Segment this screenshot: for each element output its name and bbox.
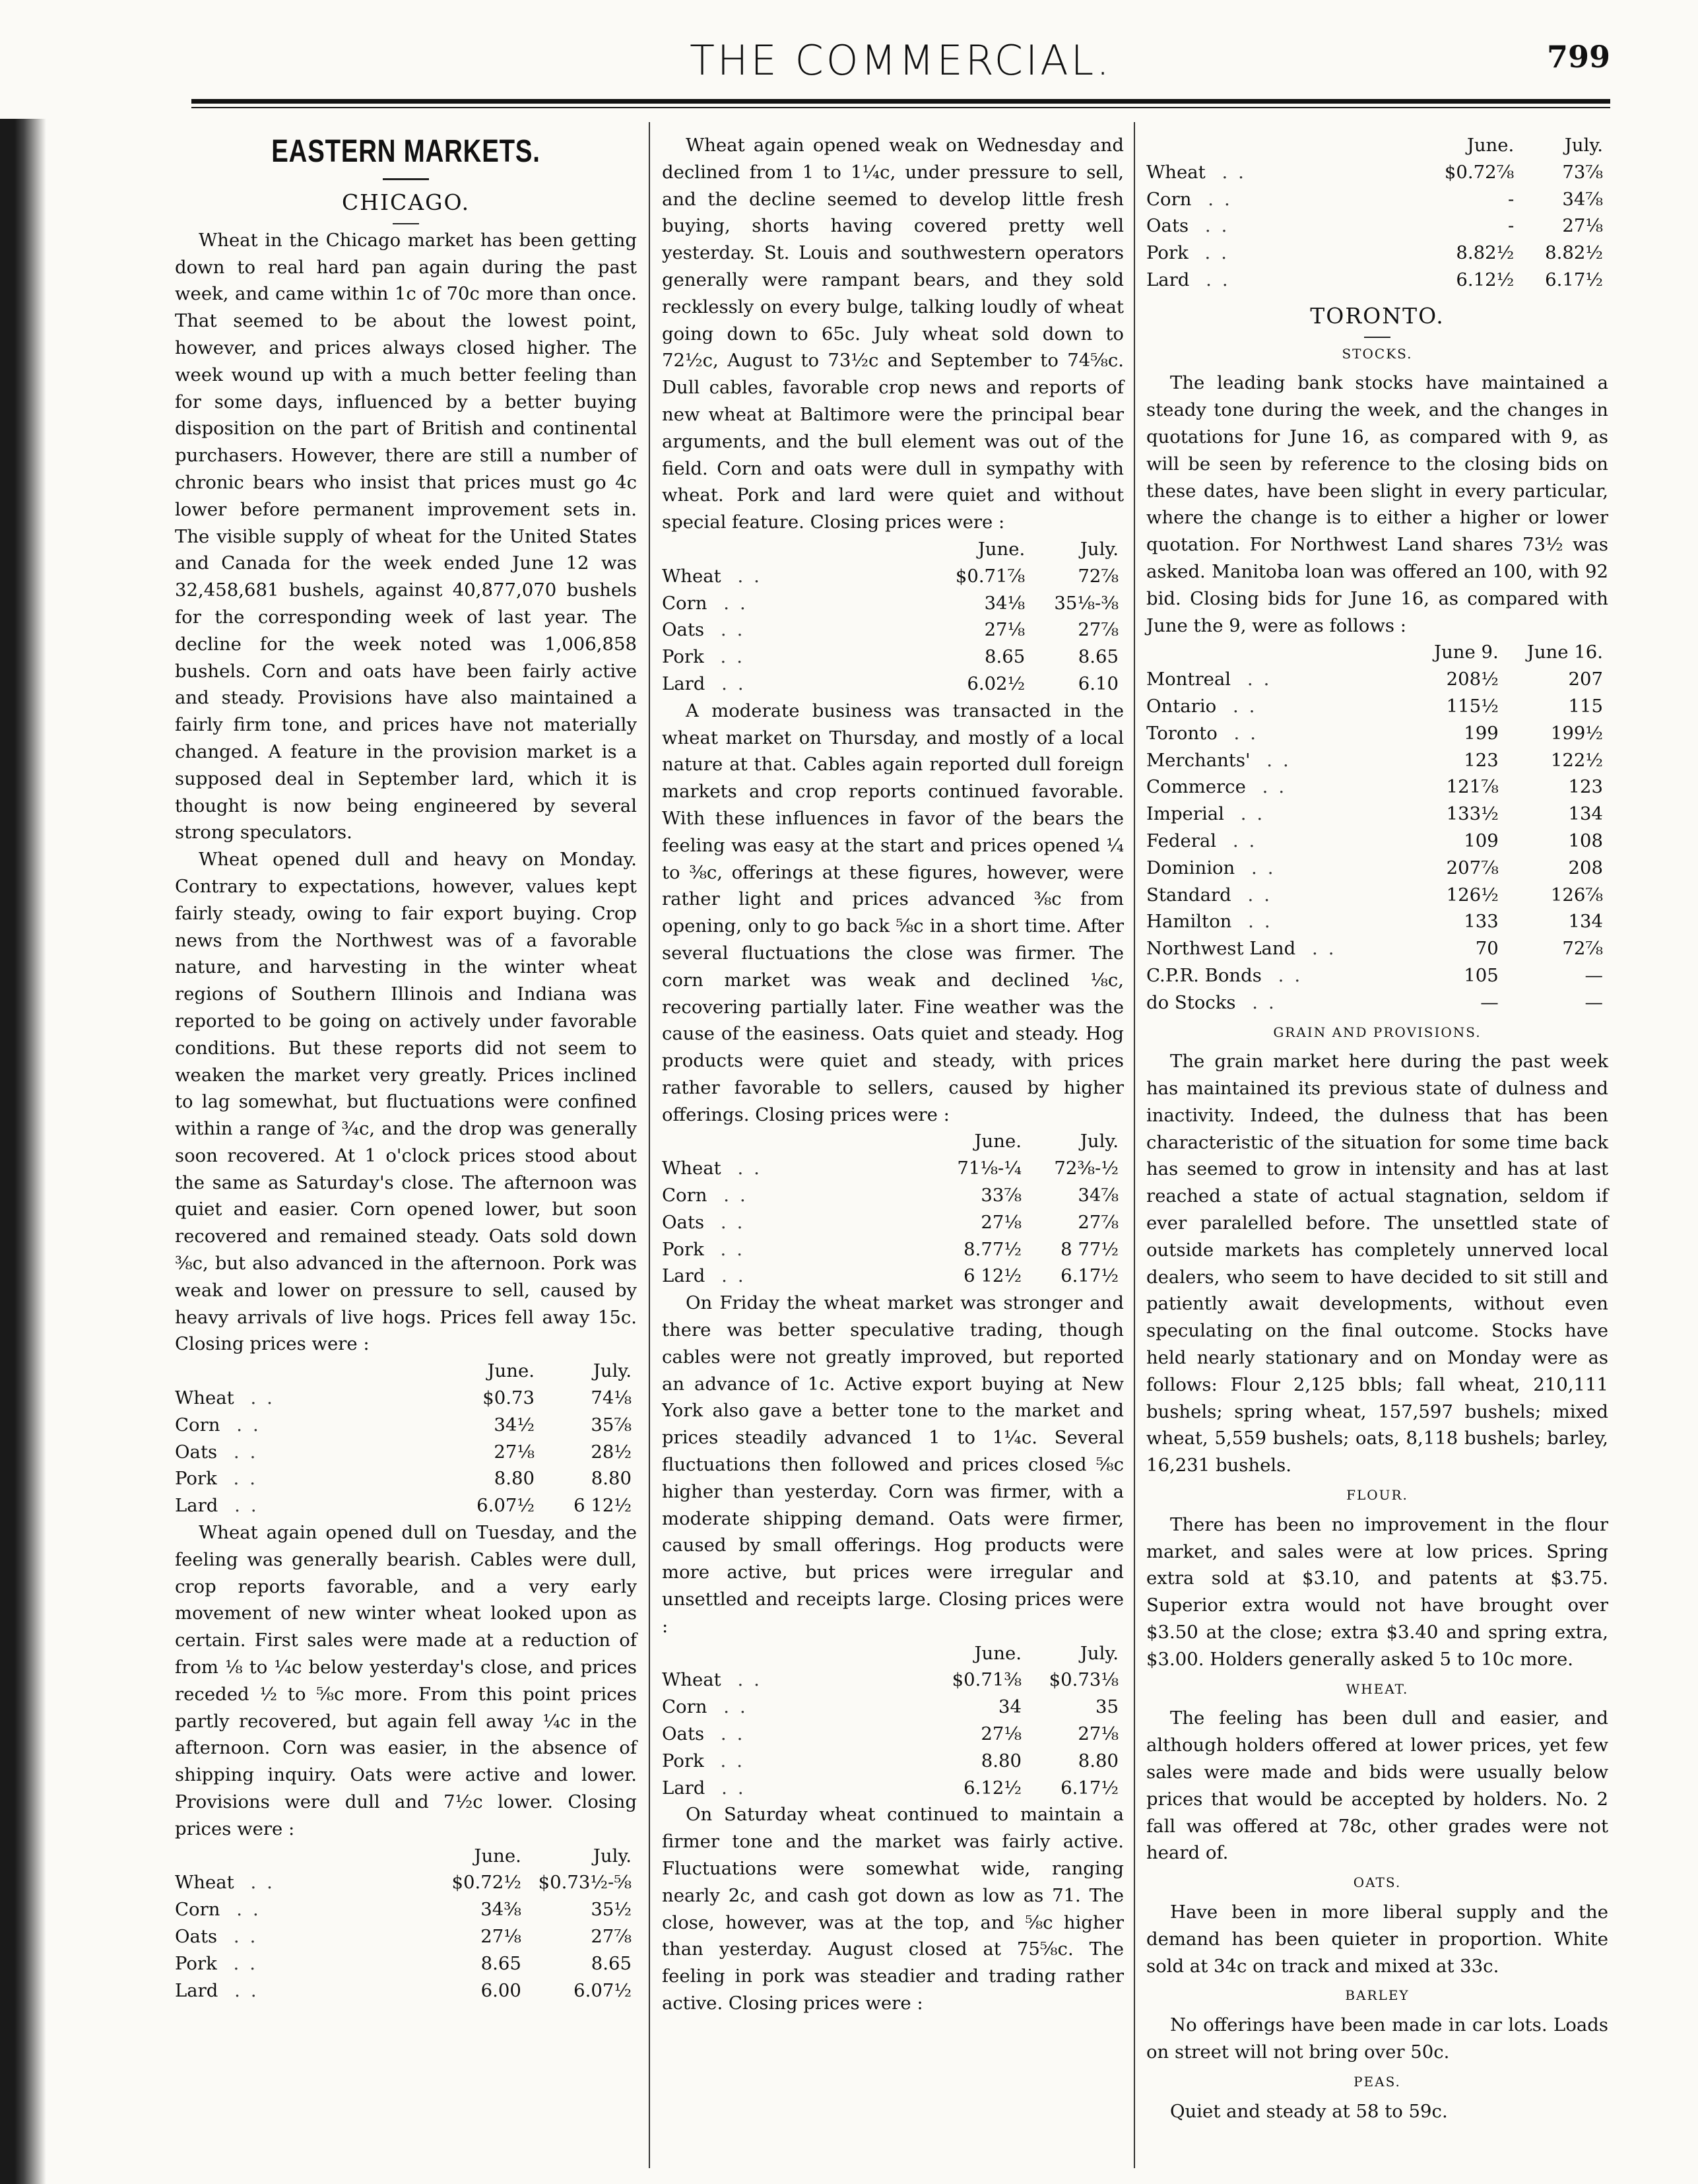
price-cell: 8.82½ bbox=[1545, 242, 1603, 264]
leader-dots: .. bbox=[216, 1468, 266, 1490]
table-row bbox=[662, 1182, 1124, 1209]
newspaper-title: THE COMMERCIAL. bbox=[690, 36, 1112, 84]
row-label: do Stocks bbox=[1146, 991, 1236, 1013]
row-label: Standard bbox=[1146, 884, 1231, 906]
price-cell: - bbox=[1507, 215, 1515, 237]
table-row bbox=[662, 563, 1124, 590]
price-cell: 70 bbox=[1475, 938, 1499, 960]
table-row bbox=[1146, 908, 1608, 935]
row-label: Dominion bbox=[1146, 857, 1235, 878]
table-row bbox=[662, 1694, 1124, 1721]
column-header: July. bbox=[1564, 135, 1603, 156]
price-cell: 6 12½ bbox=[963, 1265, 1022, 1287]
price-cell: 8.80 bbox=[494, 1468, 535, 1490]
table-row bbox=[1146, 801, 1608, 828]
paragraph: Wheat again opened dull on Tuesday, and the feeling was generally bearish. Cables were dull, crop reports favorable, and a very early movement of new winter wheat looked upon as certain. First sales were made at a reduction of from ⅛ to ¼c below yesterday's close, and prices receded ½ to ⅝c more. From this point prices partly recovered, but again fell away ¼c in the afternoon. Corn was easier, in the absence of shipping inquiry. Oats were active and lower. Provisions were dull and 7½c lower. Closing prices were : bbox=[175, 1522, 637, 1839]
price-cell: 6.17½ bbox=[1061, 1265, 1119, 1287]
price-table bbox=[662, 1128, 1124, 1290]
separator bbox=[383, 178, 429, 180]
leader-dots: .. bbox=[1216, 695, 1266, 717]
price-cell: 35 bbox=[1095, 1696, 1119, 1718]
row-label: Wheat bbox=[662, 565, 721, 587]
price-cell: 115 bbox=[1568, 695, 1603, 717]
separator bbox=[393, 223, 419, 224]
table-row bbox=[1146, 267, 1608, 294]
leader-dots: .. bbox=[1191, 188, 1241, 210]
price-cell: 6 12½ bbox=[573, 1495, 632, 1517]
subheading: BARLEY bbox=[1345, 1987, 1410, 2004]
leader-dots: .. bbox=[1205, 161, 1255, 183]
row-label: Ontario bbox=[1146, 695, 1217, 717]
price-cell: 73⅞ bbox=[1562, 161, 1603, 183]
column-header: June. bbox=[1466, 135, 1515, 156]
row-label: Oats bbox=[662, 619, 705, 641]
row-label: Lard bbox=[175, 1979, 218, 2001]
price-table bbox=[662, 1640, 1124, 1802]
page-header bbox=[191, 36, 1610, 89]
price-cell: 199½ bbox=[1550, 722, 1603, 744]
leader-dots: .. bbox=[220, 1414, 269, 1436]
row-label: Pork bbox=[1146, 242, 1189, 264]
paragraph: Quiet and steady at 58 to 59c. bbox=[1170, 2100, 1448, 2122]
price-table bbox=[662, 536, 1124, 698]
price-cell: 8.80 bbox=[981, 1750, 1022, 1771]
row-label: Pork bbox=[662, 1750, 704, 1771]
price-cell: — bbox=[1480, 991, 1499, 1013]
table-row bbox=[1146, 159, 1608, 186]
price-cell: $0.72½ bbox=[451, 1872, 521, 1894]
row-label: Corn bbox=[662, 1185, 707, 1207]
subheading: WHEAT. bbox=[1346, 1680, 1409, 1697]
header-rule-thin bbox=[191, 107, 1610, 108]
leader-dots: .. bbox=[705, 673, 754, 694]
leader-dots: .. bbox=[1245, 776, 1295, 798]
price-cell: 134 bbox=[1568, 803, 1603, 825]
column-header: June 16. bbox=[1526, 642, 1603, 663]
price-cell: 27⅞ bbox=[1078, 619, 1119, 641]
leader-dots: .. bbox=[234, 1872, 283, 1894]
price-cell: 208½ bbox=[1446, 669, 1499, 690]
price-cell: 6.10 bbox=[1078, 673, 1119, 694]
price-cell: 123 bbox=[1568, 776, 1603, 798]
leader-dots: .. bbox=[234, 1387, 283, 1409]
table-row bbox=[175, 1385, 637, 1412]
price-cell: 34⅞ bbox=[1562, 188, 1603, 210]
leader-dots: .. bbox=[704, 1211, 754, 1233]
price-cell: 6.17½ bbox=[1545, 269, 1603, 290]
table-row bbox=[662, 1748, 1124, 1775]
table-row bbox=[662, 1236, 1124, 1263]
row-label: Hamilton bbox=[1146, 911, 1232, 933]
leader-dots: .. bbox=[1235, 991, 1285, 1013]
leader-dots: .. bbox=[1231, 669, 1280, 690]
row-label: Federal bbox=[1146, 830, 1217, 851]
leader-dots: .. bbox=[1235, 857, 1284, 878]
price-cell: 8.80 bbox=[591, 1468, 632, 1490]
paragraph: A moderate business was transacted in the wheat market on Thursday, and mostly of a local nature at that. Cables again reported dull foreign markets and crop reports continued favorable. With these influences in favor of the bears the feeling was easy at the start and prices opened ¼ to ⅜c, offerings at these figures, however, were rather light and prices advanced ⅜c from opening, only to go back ⅝c in a short time. After several fluctuations the close was firmer. The corn market was weak and declined ⅛c, recovering partially later. Fine weather was the cause of the easiness. Oats quiet and steady. Hog products were quiet and steady, with prices rather favorable to sellers, caused by higher offerings. Closing prices were : bbox=[662, 700, 1124, 1125]
price-cell: 207⅞ bbox=[1446, 857, 1499, 878]
table-row bbox=[175, 1869, 637, 1896]
column-header: June. bbox=[474, 1845, 521, 1867]
price-cell: — bbox=[1584, 991, 1603, 1013]
price-cell: $0.73½-⅝ bbox=[538, 1872, 632, 1894]
price-cell: 27⅞ bbox=[591, 1926, 632, 1947]
row-label: Commerce bbox=[1146, 776, 1246, 798]
row-label: Oats bbox=[662, 1723, 705, 1745]
price-cell: 6.07½ bbox=[573, 1979, 632, 2001]
table-row bbox=[1146, 855, 1608, 882]
leader-dots: .. bbox=[704, 1723, 754, 1745]
price-cell: 126⅞ bbox=[1550, 884, 1603, 906]
price-cell: 123 bbox=[1464, 749, 1499, 771]
table-header-blank bbox=[175, 1358, 443, 1385]
column-3 bbox=[1146, 132, 1608, 2125]
table-row bbox=[175, 1492, 637, 1519]
row-label: Lard bbox=[662, 673, 705, 694]
column-header: June. bbox=[487, 1360, 535, 1382]
table-row bbox=[662, 644, 1124, 671]
subheading: GRAIN AND PROVISIONS. bbox=[1273, 1024, 1482, 1040]
table-row bbox=[175, 1950, 637, 1977]
table-row bbox=[662, 1721, 1124, 1748]
leader-dots: .. bbox=[705, 1265, 754, 1287]
row-label: Imperial bbox=[1146, 803, 1224, 825]
price-cell: 8.77½ bbox=[963, 1238, 1022, 1260]
city-heading: TORONTO. bbox=[1310, 302, 1445, 329]
leader-dots: .. bbox=[217, 1441, 267, 1463]
row-label: Pork bbox=[662, 1238, 704, 1260]
leader-dots: .. bbox=[1217, 722, 1267, 744]
table-row bbox=[662, 671, 1124, 698]
price-cell: 72⅞ bbox=[1078, 565, 1119, 587]
price-cell: 27⅛ bbox=[494, 1441, 535, 1463]
row-label: Wheat bbox=[662, 1158, 721, 1179]
paragraph: The feeling has been dull and easier, and although holders offered at lower prices, yet few sales were made and bids were usually below prices that would be accepted by holders. No. 2 fall was offered at 78c, other grades were not heard of. bbox=[1146, 1707, 1608, 1864]
price-cell: $0.71⅞ bbox=[955, 565, 1026, 587]
price-cell: 72⅜-½ bbox=[1054, 1158, 1119, 1179]
stocks-table bbox=[1146, 639, 1608, 1016]
leader-dots: .. bbox=[721, 565, 770, 587]
leader-dots: .. bbox=[1261, 964, 1311, 986]
leader-dots: .. bbox=[1231, 911, 1281, 933]
table-row bbox=[662, 1209, 1124, 1236]
table-row bbox=[1146, 186, 1608, 213]
price-cell: 6.17½ bbox=[1061, 1777, 1119, 1799]
price-cell: 27⅛ bbox=[1562, 215, 1603, 237]
column-header: July. bbox=[593, 1360, 632, 1382]
column-header: July. bbox=[593, 1845, 632, 1867]
price-cell: 108 bbox=[1568, 830, 1603, 851]
table-header-blank bbox=[1146, 132, 1414, 159]
leader-dots: .. bbox=[1189, 215, 1238, 237]
price-cell: 8.65 bbox=[984, 646, 1026, 668]
row-label: Oats bbox=[1146, 215, 1189, 237]
column-header: June 9. bbox=[1434, 642, 1499, 663]
price-cell: 6.02½ bbox=[967, 673, 1026, 694]
leader-dots: .. bbox=[703, 1238, 753, 1260]
price-table bbox=[175, 1843, 637, 2004]
table-row bbox=[1146, 882, 1608, 909]
row-label: Lard bbox=[1146, 269, 1190, 290]
column-2 bbox=[662, 132, 1124, 2017]
table-header-blank bbox=[662, 536, 930, 563]
price-cell: 207 bbox=[1568, 669, 1603, 690]
leader-dots: .. bbox=[1231, 884, 1280, 906]
paragraph: Wheat in the Chicago market has been getting down to real hard pan again during the past week, and came within 1c of 70c more than once. That seemed to be about the lowest point, however, and prices always closed higher. The week wound up with a much better feeling than for some days, influenced by a better buying disposition on the part of British and continental purchasers. However, there are still a number of chronic bears who insist that prices must go 4c lower before permanent improvement sets in. The visible supply of wheat for the United States and Canada for the week ended June 12 was 32,458,681 bushels, against 40,877,070 bushels for the corresponding week of last year. The decline for the week noted was 1,006,858 bushels. Corn and oats have been fairly active and steady. Provisions have also maintained a fairly firm tone, and prices have not materially changed. A feature in the provision market is a supposed deal in September lard, which it is thought is now being engineered by several strong speculators. bbox=[175, 229, 637, 844]
column-divider bbox=[1134, 122, 1135, 2168]
row-label: Corn bbox=[662, 592, 707, 614]
table-row bbox=[175, 1439, 637, 1466]
leader-dots: .. bbox=[1216, 830, 1266, 851]
leader-dots: .. bbox=[707, 1185, 756, 1207]
column-header: June. bbox=[974, 1642, 1022, 1664]
leader-dots: .. bbox=[721, 1158, 770, 1179]
row-label: Pork bbox=[175, 1952, 217, 1974]
row-label: Corn bbox=[1146, 188, 1192, 210]
row-label: Lard bbox=[662, 1265, 705, 1287]
leader-dots: .. bbox=[703, 646, 753, 668]
header-rule bbox=[191, 99, 1610, 104]
row-label: Merchants' bbox=[1146, 749, 1251, 771]
row-label: C.P.R. Bonds bbox=[1146, 964, 1262, 986]
leader-dots: .. bbox=[216, 1952, 266, 1974]
paragraph: Wheat opened dull and heavy on Monday. Contrary to expectations, however, values kept fairly steady, owing to fair export buying. Crop news from the Northwest was of a favorable nature, and harvesting in the winter wheat regions of Southern Illinois and Indiana was reported to be going on actively under favorable conditions. But these reports did not seem to weaken the market very greatly. Prices inclined to lag somewhat, but fluctuations were confined within a range of ¾c, and the drop was generally soon recovered. At 1 o'clock prices stood about the same as Saturday's close. The afternoon was quiet and easier. Corn opened lower, but soon recovered and remained steady. Oats sold down ⅜c, but also advanced in the afternoon. Pork was weak and lower on pressure to sell, caused by heavy arrivals of live hogs. Prices fell away 15c. Closing prices were : bbox=[175, 849, 637, 1355]
paragraph: No offerings have been made in car lots. Loads on street will not bring over 50c. bbox=[1146, 2014, 1608, 2063]
leader-dots: .. bbox=[1189, 269, 1239, 290]
table-header-blank bbox=[662, 1128, 930, 1155]
price-cell: $0.72⅞ bbox=[1444, 161, 1515, 183]
price-cell: 27⅛ bbox=[981, 1723, 1022, 1745]
table-row bbox=[1146, 962, 1608, 989]
price-cell: 34 bbox=[998, 1696, 1022, 1718]
price-cell: $0.71⅜ bbox=[952, 1669, 1022, 1691]
table-row bbox=[1146, 666, 1608, 693]
leader-dots: .. bbox=[218, 1495, 267, 1517]
price-cell: 35⅞ bbox=[591, 1414, 632, 1436]
price-cell: 6.00 bbox=[480, 1979, 521, 2001]
price-cell: 72⅞ bbox=[1562, 938, 1603, 960]
leader-dots: .. bbox=[703, 1750, 753, 1771]
price-cell: 126½ bbox=[1446, 884, 1499, 906]
city-heading: CHICAGO. bbox=[341, 189, 471, 215]
binding-edge bbox=[0, 119, 46, 2184]
table-row bbox=[1146, 935, 1608, 962]
table-row bbox=[175, 1923, 637, 1950]
paragraph: There has been no improvement in the flour market, and sales were at low prices. Spring extra sold at $3.10, and patents at $3.75. Superior extra would not have brought over $3.50 at the close; extra $3.40 and spring extra, $3.00. Holders generally asked 5 to 10c more. bbox=[1146, 1513, 1608, 1670]
table-row bbox=[662, 1775, 1124, 1802]
row-label: Wheat bbox=[1146, 161, 1206, 183]
row-label: Pork bbox=[175, 1468, 217, 1490]
leader-dots: .. bbox=[707, 1696, 756, 1718]
price-cell: 121⅞ bbox=[1446, 776, 1499, 798]
leader-dots: .. bbox=[217, 1926, 267, 1947]
subheading: FLOUR. bbox=[1346, 1487, 1408, 1504]
row-label: Lard bbox=[662, 1777, 705, 1799]
leader-dots: .. bbox=[218, 1979, 267, 2001]
column-header: July. bbox=[1080, 1642, 1119, 1664]
row-label: Oats bbox=[175, 1441, 218, 1463]
price-cell: 8.65 bbox=[1078, 646, 1119, 668]
price-cell: 74⅛ bbox=[591, 1387, 632, 1409]
table-row bbox=[662, 590, 1124, 617]
leader-dots: .. bbox=[1250, 749, 1299, 771]
price-cell: 115½ bbox=[1446, 695, 1499, 717]
price-cell: 133 bbox=[1464, 911, 1499, 933]
price-cell: 27⅞ bbox=[1078, 1211, 1119, 1233]
price-cell: 6.12½ bbox=[1456, 269, 1515, 290]
row-label: Montreal bbox=[1146, 669, 1231, 690]
price-cell: 199 bbox=[1464, 722, 1499, 744]
price-cell: 134 bbox=[1568, 911, 1603, 933]
table-row bbox=[175, 1412, 637, 1439]
subheading: PEAS. bbox=[1354, 2073, 1401, 2090]
leader-dots: .. bbox=[1224, 803, 1274, 825]
price-cell: 122½ bbox=[1550, 749, 1603, 771]
price-cell: 34⅛ bbox=[984, 592, 1026, 614]
page-number: 799 bbox=[1546, 39, 1610, 75]
price-cell: 109 bbox=[1464, 830, 1499, 851]
table-row bbox=[175, 1465, 637, 1492]
price-cell: 27⅛ bbox=[1078, 1723, 1119, 1745]
table-row bbox=[1146, 720, 1608, 747]
price-cell: — bbox=[1584, 964, 1603, 986]
price-cell: $0.73 bbox=[482, 1387, 535, 1409]
section-heading: EASTERN MARKETS. bbox=[271, 134, 540, 169]
subheading: OATS. bbox=[1353, 1874, 1402, 1891]
table-row bbox=[1146, 747, 1608, 774]
leader-dots: .. bbox=[704, 619, 754, 641]
price-cell: 71⅛-¼ bbox=[957, 1158, 1022, 1179]
row-label: Oats bbox=[662, 1211, 705, 1233]
price-cell: 34½ bbox=[494, 1414, 535, 1436]
paragraph: The grain market here during the past week has maintained its previous state of dulness and inactivity. Indeed, the dulness that has been characteristic of the situation for some time back has seemed to grow in intensity and has at last reached a state of actual stagnation, seldom if ever paralelled before. The unsettled state of outside markets has completely unnerved local dealers, who seem to have decided to sit still and patiently await developments, without even speculating on the final outcome. Stocks have held nearly stationary and on Monday were as follows: Flour 2,125 bbls; fall wheat, 210,111 bushels; spring wheat, 157,597 bushels; mixed wheat, 5,559 bushels; oats, 8,118 bushels; barley, 16,231 bushels. bbox=[1146, 1051, 1608, 1476]
row-label: Toronto bbox=[1146, 722, 1218, 744]
price-cell: 35⅛-⅜ bbox=[1054, 592, 1119, 614]
price-cell: 27⅛ bbox=[984, 619, 1026, 641]
table-row bbox=[662, 1667, 1124, 1694]
leader-dots: .. bbox=[707, 592, 756, 614]
price-cell: 6.12½ bbox=[963, 1777, 1022, 1799]
price-cell: $0.73⅛ bbox=[1049, 1669, 1119, 1691]
price-cell: 208 bbox=[1568, 857, 1603, 878]
column-header: July. bbox=[1080, 538, 1119, 560]
table-header-blank bbox=[175, 1843, 443, 1870]
row-label: Corn bbox=[662, 1696, 707, 1718]
price-cell: 28½ bbox=[591, 1441, 632, 1463]
leader-dots: .. bbox=[220, 1899, 269, 1921]
price-cell: 34⅜ bbox=[480, 1899, 521, 1921]
table-row bbox=[662, 1155, 1124, 1182]
table-row bbox=[1146, 213, 1608, 240]
leader-dots: .. bbox=[1188, 242, 1237, 264]
paragraph: On Friday the wheat market was stronger and there was better speculative trading, though cables were not greatly improved, but reported an advance of 1c. Active export buying at New York also gave a better tone to the market and prices steadily advanced 1 to 1¼c. Several fluctuations then followed and prices closed ⅝c higher than yesterday. Corn was firmer, with a moderate shipping demand. Oats were firmer, caused by small offerings. Hog products were more active, but prices were irregular and unsettled and receipts large. Closing prices were : bbox=[662, 1292, 1124, 1637]
row-label: Wheat bbox=[175, 1872, 234, 1894]
table-row bbox=[1146, 989, 1608, 1016]
table-row bbox=[662, 616, 1124, 644]
leader-dots: .. bbox=[721, 1669, 770, 1691]
price-cell: 8.65 bbox=[480, 1952, 521, 1974]
paragraph: The leading bank stocks have maintained a steady tone during the week, and the changes in quotations for June 16, as compared with 9, as will be seen by reference to the closing bids on these dates, have been slight in every particular, where the change is to either a higher or lower quotation. For Northwest Land shares 73½ was asked. Manitoba loan was offered an 100, with 92 bid. Closing bids for June 16, as compared with June the 9, were as follows : bbox=[1146, 372, 1608, 636]
table-row bbox=[1146, 774, 1608, 801]
paragraph: Wheat again opened weak on Wednesday and declined from 1 to 1¼c, under pressure to sell, and the decline seemed to develop little fresh buying, shorts having covered pretty well yesterday. St. Louis and southwestern operators generally were rampant bears, and they sold recklessly on every bulge, talking loudly of wheat going down to 65c. July wheat sold down to 72½c, August to 73½c and September to 74⅝c. Dull cables, favorable crop news and reports of new wheat at Baltimore were the principal bear arguments, and the bull element was out of the field. Corn and oats were dull in sympathy with wheat. Pork and lard were quiet and without special feature. Closing prices were : bbox=[662, 135, 1124, 533]
paragraph: On Saturday wheat continued to maintain a firmer tone and the market was fairly active. Fluctuations were somewhat wide, ranging nearly 2c, and cash got down as low as 71. The close, however, was at the top, and ⅝c higher than yesterday. August closed at 75⅝c. The feeling in pork was steadier and trading rather active. Closing prices were : bbox=[662, 1804, 1124, 2014]
table-row bbox=[1146, 240, 1608, 267]
price-cell: 27⅛ bbox=[981, 1211, 1022, 1233]
price-table bbox=[175, 1358, 637, 1519]
leader-dots: .. bbox=[1295, 938, 1345, 960]
column-1 bbox=[175, 132, 637, 2004]
price-cell: - bbox=[1507, 188, 1515, 210]
price-cell: 8.65 bbox=[591, 1952, 632, 1974]
column-divider bbox=[649, 122, 650, 2168]
price-cell: 35½ bbox=[591, 1899, 632, 1921]
row-label: Northwest Land bbox=[1146, 938, 1296, 960]
price-cell: 6.07½ bbox=[476, 1495, 535, 1517]
table-row bbox=[662, 1263, 1124, 1290]
price-cell: 27⅛ bbox=[480, 1926, 521, 1947]
column-header: July. bbox=[1080, 1131, 1119, 1152]
separator bbox=[1364, 337, 1390, 338]
price-cell: 34⅞ bbox=[1078, 1185, 1119, 1207]
price-cell: 8 77½ bbox=[1061, 1238, 1119, 1260]
row-label: Corn bbox=[175, 1414, 220, 1436]
subheading: STOCKS. bbox=[1342, 345, 1413, 362]
row-label: Oats bbox=[175, 1926, 218, 1947]
price-cell: 8.82½ bbox=[1456, 242, 1515, 264]
column-header: June. bbox=[974, 1131, 1022, 1152]
table-row bbox=[1146, 693, 1608, 720]
price-cell: 105 bbox=[1464, 964, 1499, 986]
table-row bbox=[175, 1896, 637, 1923]
table-row bbox=[175, 1977, 637, 2004]
price-cell: 33⅞ bbox=[981, 1185, 1022, 1207]
paragraph: Have been in more liberal supply and the demand has been quieter in proportion. White sold at 34c on track and mixed at 33c. bbox=[1146, 1902, 1608, 1977]
row-label: Pork bbox=[662, 646, 704, 668]
row-label: Corn bbox=[175, 1899, 220, 1921]
row-label: Wheat bbox=[662, 1669, 721, 1691]
table-header-blank bbox=[662, 1640, 930, 1667]
price-cell: 133½ bbox=[1446, 803, 1499, 825]
table-header-blank bbox=[1146, 639, 1414, 666]
leader-dots: .. bbox=[705, 1777, 754, 1799]
table-row bbox=[1146, 828, 1608, 855]
price-cell: 8.80 bbox=[1078, 1750, 1119, 1771]
row-label: Wheat bbox=[175, 1387, 234, 1409]
column-header: June. bbox=[977, 538, 1026, 560]
row-label: Lard bbox=[175, 1495, 218, 1517]
price-table bbox=[1146, 132, 1608, 294]
